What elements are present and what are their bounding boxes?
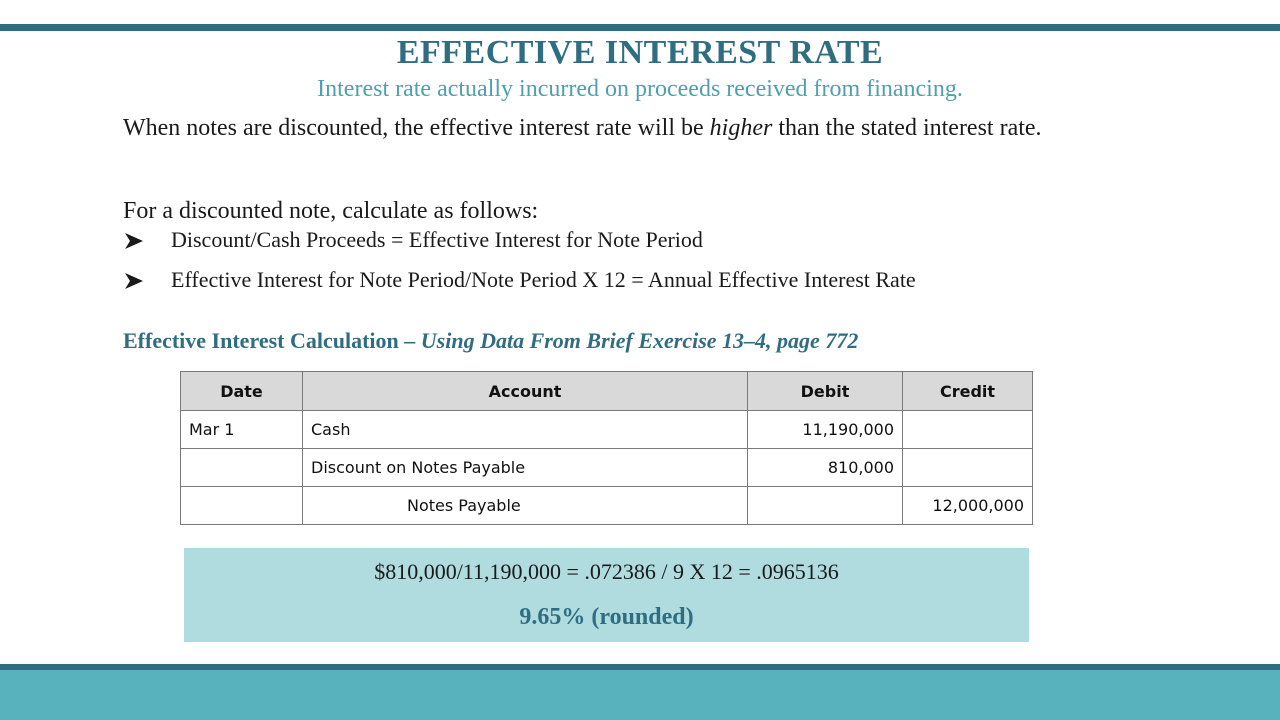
bullet-text: Effective Interest for Note Period/Note Period X 12 = Annual Effective Interest Rate [171,267,916,292]
slide-title: EFFECTIVE INTEREST RATE [396,34,884,71]
bottom-band [0,670,1280,720]
intro-emphasis: higher [709,115,773,141]
cell-account: Cash [303,411,748,449]
cell-debit: 11,190,000 [748,411,903,449]
cell-date: Mar 1 [181,411,303,449]
arrow-bullet-icon [123,266,171,294]
table-row [181,449,1033,487]
intro-paragraph [123,110,1133,146]
slide-subtitle: Interest rate actually incurred on proceeds received from financing. [317,76,963,102]
table-row [181,411,1033,449]
calculation-lead: For a discounted note, calculate as follows: [123,198,539,224]
cell-date [181,487,303,525]
intro-text-start: When notes are discounted, the effective interest rate will be [123,115,710,141]
cell-credit [903,411,1033,449]
table-row [181,487,1033,525]
cell-account: Notes Payable [303,487,748,525]
section-heading [123,326,858,356]
journal-entry-table [180,371,1033,525]
result-box [184,548,1029,642]
arrow-bullet-icon [123,226,171,254]
bullet-item [123,266,916,294]
cell-debit: 810,000 [748,449,903,487]
column-header-credit: Credit [903,372,1033,411]
column-header-debit: Debit [748,372,903,411]
result-formula: $810,000/11,190,000 = .072386 / 9 X 12 = .0965136 [374,559,839,584]
table-header-row [181,372,1033,411]
cell-credit: 12,000,000 [903,487,1033,525]
column-header-date: Date [181,372,303,411]
cell-date [181,449,303,487]
column-header-account: Account [303,372,748,411]
section-heading-label: Effective Interest Calculation – [123,328,421,353]
cell-credit [903,449,1033,487]
intro-text-end: than the stated interest rate. [772,115,1042,141]
cell-debit [748,487,903,525]
cell-account: Discount on Notes Payable [303,449,748,487]
section-heading-source: Using Data From Brief Exercise 13–4, page 772 [420,328,859,353]
top-accent-bar [0,24,1280,31]
result-rounded: 9.65% (rounded) [519,604,694,630]
bullet-text: Discount/Cash Proceeds = Effective Interest for Note Period [171,227,703,252]
bullet-item [123,226,703,254]
